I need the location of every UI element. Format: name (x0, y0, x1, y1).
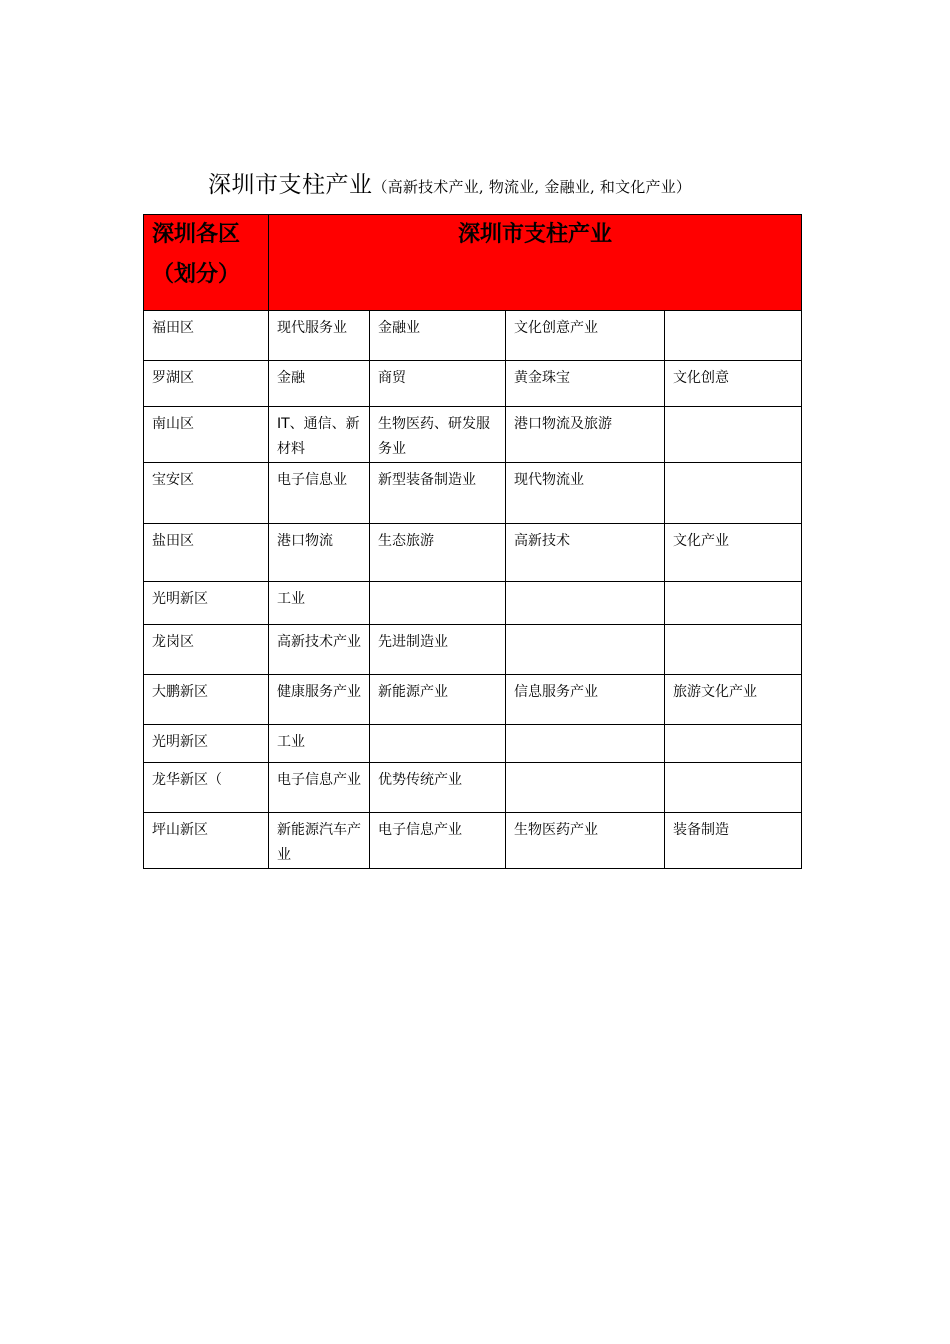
industry-cell: 生物医药、研发服务业 (370, 407, 506, 463)
industry-cell: 高新技术产业 (269, 625, 370, 675)
industry-cell: 生态旅游 (370, 524, 506, 582)
district-cell: 罗湖区 (144, 361, 269, 407)
industry-cell: 商贸 (370, 361, 506, 407)
industry-cell (665, 407, 802, 463)
document-title (208, 166, 691, 199)
industry-cell: 文化创意产业 (506, 311, 665, 361)
industry-cell: 生物医药产业 (506, 813, 665, 869)
industry-cell: 先进制造业 (370, 625, 506, 675)
title-subtitle: （高新技术产业, 物流业, 金融业, 和文化产业） (372, 178, 692, 196)
header-industries: 深圳市支柱产业 (269, 215, 802, 311)
industry-cell: 新能源产业 (370, 675, 506, 725)
district-cell: 坪山新区 (144, 813, 269, 869)
district-cell: 光明新区 (144, 582, 269, 625)
district-cell: 宝安区 (144, 463, 269, 524)
industry-cell (506, 582, 665, 625)
industry-cell: 现代物流业 (506, 463, 665, 524)
district-cell: 南山区 (144, 407, 269, 463)
industry-cell: 优势传统产业 (370, 763, 506, 813)
district-cell: 大鹏新区 (144, 675, 269, 725)
industry-cell: IT、通信、新材料 (269, 407, 370, 463)
industry-cell: 文化产业 (665, 524, 802, 582)
district-cell: 盐田区 (144, 524, 269, 582)
industry-cell: 黄金珠宝 (506, 361, 665, 407)
industry-cell: 新能源汽车产业 (269, 813, 370, 869)
district-cell: 光明新区 (144, 725, 269, 763)
industry-cell (370, 582, 506, 625)
industry-cell (506, 725, 665, 763)
industry-cell: 文化创意 (665, 361, 802, 407)
table-row (144, 763, 802, 813)
industry-cell (665, 763, 802, 813)
table-row (144, 625, 802, 675)
district-cell: 龙华新区（ (144, 763, 269, 813)
industry-cell (506, 763, 665, 813)
table-row (144, 725, 802, 763)
industry-cell: 信息服务产业 (506, 675, 665, 725)
industry-cell: 工业 (269, 582, 370, 625)
industry-cell: 电子信息产业 (269, 763, 370, 813)
table-row (144, 675, 802, 725)
industry-cell: 金融业 (370, 311, 506, 361)
table-row (144, 463, 802, 524)
table-header-row (144, 215, 802, 311)
industry-cell: 金融 (269, 361, 370, 407)
title-main: 深圳市支柱产业 (208, 172, 373, 198)
industry-cell: 高新技术 (506, 524, 665, 582)
table-row (144, 311, 802, 361)
table-row (144, 524, 802, 582)
header-district: 深圳各区（划分） (144, 215, 269, 311)
industry-cell: 港口物流 (269, 524, 370, 582)
industry-cell (665, 625, 802, 675)
industry-cell: 电子信息业 (269, 463, 370, 524)
industry-cell (665, 311, 802, 361)
industry-cell: 港口物流及旅游 (506, 407, 665, 463)
industry-cell: 工业 (269, 725, 370, 763)
industry-cell (506, 625, 665, 675)
district-cell: 龙岗区 (144, 625, 269, 675)
industry-cell (665, 582, 802, 625)
district-cell: 福田区 (144, 311, 269, 361)
industry-cell: 现代服务业 (269, 311, 370, 361)
industry-cell: 装备制造 (665, 813, 802, 869)
industry-cell: 旅游文化产业 (665, 675, 802, 725)
industry-cell: 健康服务产业 (269, 675, 370, 725)
table-row (144, 582, 802, 625)
table-row (144, 407, 802, 463)
table-row (144, 361, 802, 407)
industry-cell (370, 725, 506, 763)
industry-table (143, 214, 802, 869)
industry-cell (665, 725, 802, 763)
table-row (144, 813, 802, 869)
industry-cell: 电子信息产业 (370, 813, 506, 869)
industry-cell: 新型装备制造业 (370, 463, 506, 524)
industry-cell (665, 463, 802, 524)
